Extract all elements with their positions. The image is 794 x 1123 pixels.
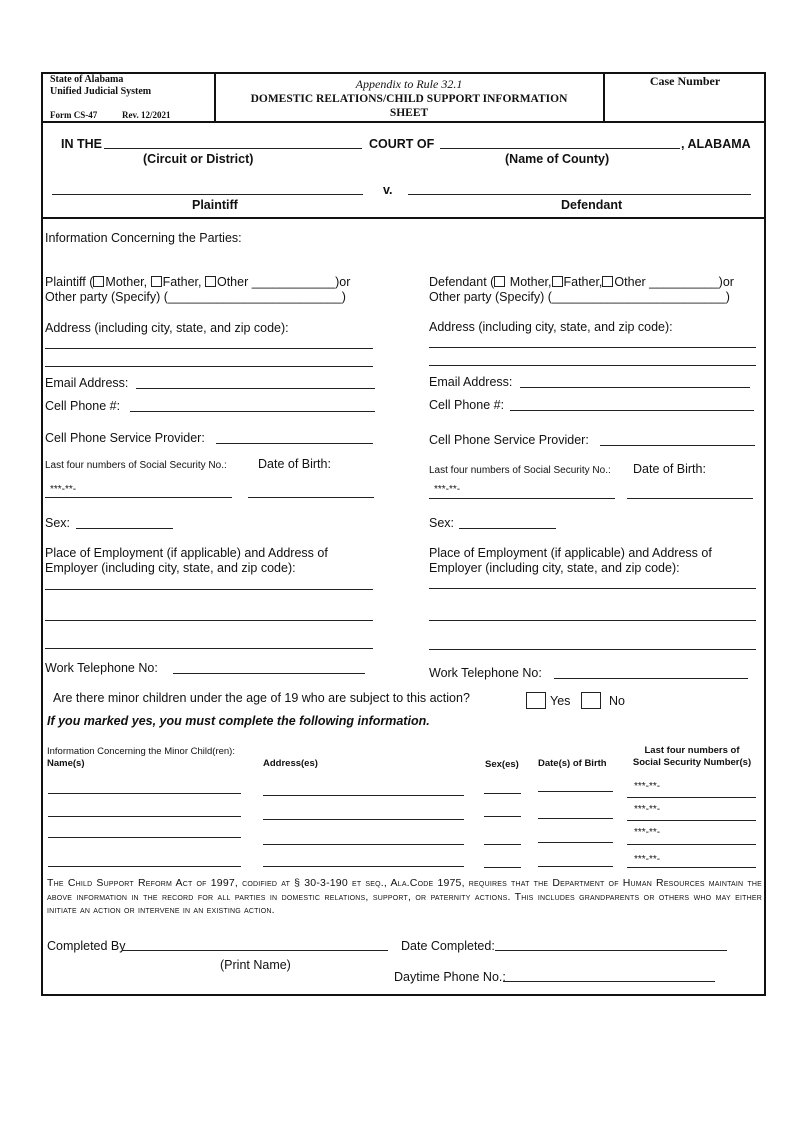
child-name-field[interactable] xyxy=(48,816,241,817)
plaintiff-email-label: Email Address: xyxy=(45,376,129,390)
plaintiff-cell-label: Cell Phone #: xyxy=(45,399,121,413)
role-label: Defendant ( xyxy=(429,275,495,289)
col-names: Name(s) xyxy=(47,758,85,769)
defendant-cell-field[interactable] xyxy=(510,410,754,411)
defendant-work-tel-field[interactable] xyxy=(554,678,748,679)
plaintiff-work-tel-label: Work Telephone No: xyxy=(45,661,158,675)
daytime-phone-field[interactable] xyxy=(503,981,715,982)
child-ssn-field[interactable] xyxy=(627,844,756,845)
plaintiff-work-tel-field[interactable] xyxy=(173,673,365,674)
defendant-address-label: Address (including city, state, and zip code): xyxy=(429,320,673,334)
defendant-work-tel-label: Work Telephone No: xyxy=(429,666,542,680)
child-name-field[interactable] xyxy=(48,866,241,867)
defendant-name-field[interactable] xyxy=(408,194,751,195)
defendant-employer-field[interactable] xyxy=(429,649,756,650)
parties-heading: Information Concerning the Parties: xyxy=(45,231,242,245)
mother-checkbox[interactable] xyxy=(93,276,104,287)
defendant-employer-field[interactable] xyxy=(429,620,756,621)
defendant-provider-label: Cell Phone Service Provider: xyxy=(429,433,589,447)
child-sex-field[interactable] xyxy=(484,867,521,868)
plaintiff-address-field[interactable] xyxy=(45,366,373,367)
divider xyxy=(41,217,766,219)
no-checkbox[interactable] xyxy=(581,692,601,709)
defendant-dob-field[interactable] xyxy=(627,498,753,499)
defendant-label: Defendant xyxy=(561,198,623,212)
mother-label: Mother, xyxy=(105,275,151,289)
legal-notice: The Child Support Reform Act of 1997, codified at § 30-3-190 et seq., Ala.Code 1975, requires that the Department of Human Resources maintain the above information in the record for all parties in domestic relations, support, or paternity actions. This includes grandparents or others who may either initiate an action or intervene in an existing action. xyxy=(47,877,762,917)
in-the-label: IN THE xyxy=(61,137,102,151)
divider xyxy=(41,121,766,123)
versus-label: v. xyxy=(383,183,393,197)
child-ssn-field[interactable] xyxy=(627,797,756,798)
mother-label: Mother, xyxy=(506,275,552,289)
role-label: Plaintiff ( xyxy=(45,275,94,289)
plaintiff-provider-label: Cell Phone Service Provider: xyxy=(45,431,205,445)
other-label: Other ____________)or xyxy=(216,275,351,289)
plaintiff-sex-field[interactable] xyxy=(76,528,173,529)
col-ssn-2: Social Security Number(s) xyxy=(632,757,752,768)
child-address-field[interactable] xyxy=(263,795,464,796)
child-name-field[interactable] xyxy=(48,793,241,794)
col-ssn: Last four numbers of xyxy=(644,745,740,756)
form-title-line2: SHEET xyxy=(389,107,429,119)
plaintiff-address-label: Address (including city, state, and zip code): xyxy=(45,321,289,335)
col-address: Address(es) xyxy=(263,758,318,769)
plaintiff-employer-field[interactable] xyxy=(45,620,373,621)
child-address-field[interactable] xyxy=(263,819,464,820)
defendant-cell-label: Cell Phone #: xyxy=(429,398,505,412)
county-field[interactable] xyxy=(440,148,680,149)
date-completed-field[interactable] xyxy=(495,950,727,951)
case-number-label: Case Number xyxy=(649,74,721,88)
defendant-provider-field[interactable] xyxy=(600,445,755,446)
defendant-employment-label: Place of Employment (if applicable) and Address of xyxy=(429,546,712,560)
other-checkbox[interactable] xyxy=(205,276,216,287)
plaintiff-employment-label-2: Employer (including city, state, and zip code): xyxy=(45,561,296,575)
plaintiff-email-field[interactable] xyxy=(136,388,375,389)
defendant-dob-label: Date of Birth: xyxy=(633,462,706,476)
child-dob-field[interactable] xyxy=(538,818,613,819)
print-name-label: (Print Name) xyxy=(220,958,291,972)
child-address-field[interactable] xyxy=(263,844,464,845)
form-number: Form CS-47 xyxy=(50,110,98,120)
defendant-email-field[interactable] xyxy=(520,387,750,388)
father-checkbox[interactable] xyxy=(552,276,563,287)
defendant-email-label: Email Address: xyxy=(429,375,513,389)
plaintiff-role xyxy=(45,275,350,289)
defendant-other-party[interactable]: Other party (Specify) (_________________________) xyxy=(429,290,730,304)
father-label: Father, xyxy=(563,275,603,289)
child-address-field[interactable] xyxy=(263,866,464,867)
no-label: No xyxy=(609,694,625,708)
defendant-address-field[interactable] xyxy=(429,365,756,366)
plaintiff-provider-field[interactable] xyxy=(216,443,373,444)
agency-system: Unified Judicial System xyxy=(50,86,152,97)
other-label: Other __________)or xyxy=(614,275,734,289)
yes-label: Yes xyxy=(550,694,571,708)
child-ssn-value: ***-**- xyxy=(634,827,661,838)
plaintiff-employer-field[interactable] xyxy=(45,648,373,649)
form-revision: Rev. 12/2021 xyxy=(122,110,171,120)
plaintiff-dob-field[interactable] xyxy=(248,497,374,498)
plaintiff-employment-label: Place of Employment (if applicable) and Address of xyxy=(45,546,328,560)
instruction-text: If you marked yes, you must complete the following information. xyxy=(47,714,430,728)
child-ssn-value: ***-**- xyxy=(634,781,661,792)
other-checkbox[interactable] xyxy=(602,276,613,287)
child-sex-field[interactable] xyxy=(484,844,521,845)
child-dob-field[interactable] xyxy=(538,791,613,792)
defendant-ssn-field[interactable] xyxy=(429,498,615,499)
child-ssn-field[interactable] xyxy=(627,820,756,821)
plaintiff-ssn-label: Last four numbers of Social Security No.: xyxy=(45,460,227,471)
circuit-label: (Circuit or District) xyxy=(143,152,254,166)
completed-by-label: Completed By xyxy=(47,939,126,953)
yes-checkbox[interactable] xyxy=(526,692,546,709)
court-of-label: COURT OF xyxy=(369,137,435,151)
child-dob-field[interactable] xyxy=(538,866,613,867)
child-sex-field[interactable] xyxy=(484,816,521,817)
child-name-field[interactable] xyxy=(48,837,241,838)
plaintiff-address-field[interactable] xyxy=(45,348,373,349)
plaintiff-cell-field[interactable] xyxy=(130,411,375,412)
appendix-label: Appendix to Rule 32.1 xyxy=(355,77,463,91)
child-ssn-field[interactable] xyxy=(627,867,756,868)
date-completed-label: Date Completed: xyxy=(401,939,495,953)
plaintiff-ssn-value: ***-**- xyxy=(50,484,77,495)
minor-children-question: Are there minor children under the age of 19 who are subject to this action? xyxy=(53,691,470,705)
plaintiff-employer-field[interactable] xyxy=(45,589,373,590)
defendant-ssn-label: Last four numbers of Social Security No.: xyxy=(429,465,611,476)
defendant-sex-label: Sex: xyxy=(429,516,455,530)
child-sex-field[interactable] xyxy=(484,793,521,794)
col-sex: Sex(es) xyxy=(485,759,519,770)
plaintiff-dob-label: Date of Birth: xyxy=(258,457,331,471)
county-label: (Name of County) xyxy=(505,152,610,166)
defendant-ssn-value: ***-**- xyxy=(434,484,461,495)
daytime-phone-label: Daytime Phone No.: xyxy=(394,970,506,984)
father-label: Father, xyxy=(162,275,205,289)
plaintiff-label: Plaintiff xyxy=(192,198,238,212)
plaintiff-ssn-field[interactable] xyxy=(45,497,232,498)
child-ssn-value: ***-**- xyxy=(634,804,661,815)
father-checkbox[interactable] xyxy=(151,276,162,287)
plaintiff-sex-label: Sex: xyxy=(45,516,71,530)
defendant-address-field[interactable] xyxy=(429,347,756,348)
completed-by-field[interactable] xyxy=(122,950,388,951)
plaintiff-other-party[interactable]: Other party (Specify) (_________________________) xyxy=(45,290,346,304)
col-dob: Date(s) of Birth xyxy=(538,758,607,769)
court-type-field[interactable] xyxy=(104,148,362,149)
children-info-label: Information Concerning the Minor Child(ren): xyxy=(47,746,235,757)
child-ssn-value: ***-**- xyxy=(634,854,661,865)
child-dob-field[interactable] xyxy=(538,842,613,843)
plaintiff-name-field[interactable] xyxy=(52,194,363,195)
defendant-sex-field[interactable] xyxy=(459,528,556,529)
defendant-role xyxy=(429,275,734,289)
defendant-employer-field[interactable] xyxy=(429,588,756,589)
agency-name: State of Alabama xyxy=(50,74,124,85)
alabama-label: , ALABAMA xyxy=(681,137,751,151)
defendant-employment-label-2: Employer (including city, state, and zip code): xyxy=(429,561,680,575)
mother-checkbox[interactable] xyxy=(494,276,505,287)
form-title: DOMESTIC RELATIONS/CHILD SUPPORT INFORMATION xyxy=(250,93,568,105)
